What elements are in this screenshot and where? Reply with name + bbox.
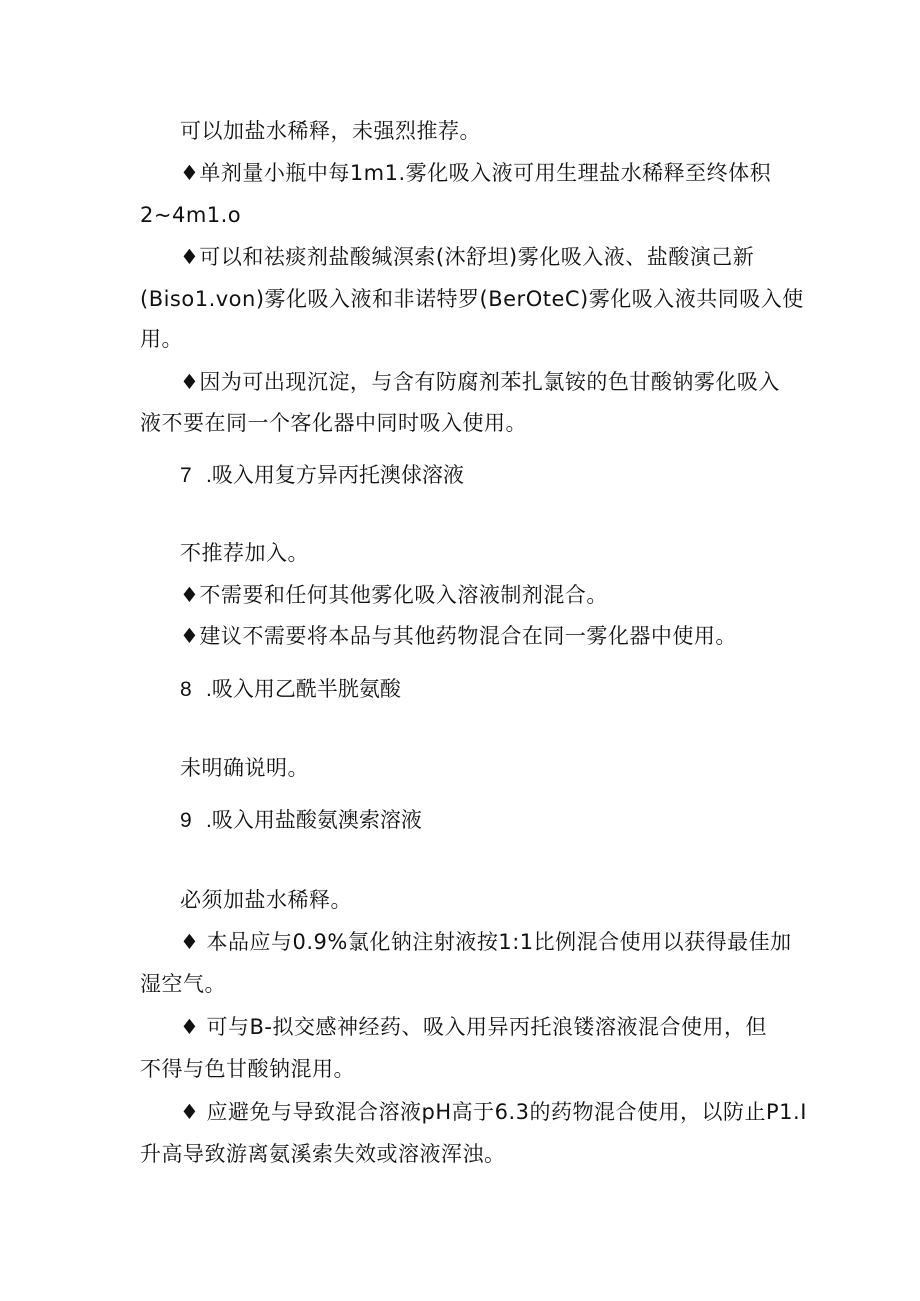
paragraph-line: 可以加盐水稀释，未强烈推荐。 (180, 119, 481, 143)
section-heading-9 (180, 806, 422, 836)
bullet-line: ♦因为可出现沉淀，与含有防腐剂苯扎氯铵的色甘酸钠雾化吸入 (180, 370, 780, 394)
section-number: 7 (180, 464, 192, 487)
paragraph-line: 2~4m1.o (140, 203, 242, 227)
bullet-line: ♦ 可与B-拟交感神经药、吸入用异丙托浪镂溶液混合使用，但 (180, 1015, 767, 1039)
bullet-line: ♦建议不需要将本品与其他药物混合在同一雾化器中使用。 (180, 624, 737, 648)
paragraph-line: 湿空气。 (140, 972, 226, 996)
section-heading-8 (180, 675, 401, 705)
paragraph-line: 用。 (140, 327, 183, 351)
section-title: .吸入用乙酰半胱氨酸 (206, 678, 401, 701)
paragraph-line: 不推荐加入。 (180, 541, 309, 565)
section-number: 8 (180, 678, 192, 701)
paragraph-line: 升高导致游离氨溪索失效或溶液浑浊。 (140, 1142, 506, 1166)
paragraph-line: 液不要在同一个客化器中同时吸入使用。 (140, 411, 527, 435)
section-number: 9 (180, 809, 192, 832)
section-title: .吸入用盐酸氨澳索溶液 (206, 809, 422, 832)
bullet-line: ♦单剂量小瓶中每1m1.雾化吸入液可用生理盐水稀释至终体积 (180, 161, 772, 185)
paragraph-line: (Biso1.von)雾化吸入液和非诺特罗(BerOteC)雾化吸入液共同吸入使 (140, 287, 804, 311)
paragraph-line: 未明确说明。 (180, 756, 309, 780)
paragraph-line: 必须加盐水稀释。 (180, 888, 352, 912)
paragraph-line: 不得与色甘酸钠混用。 (140, 1057, 355, 1081)
bullet-line: ♦可以和祛痰剂盐酸缄溟索(沐舒坦)雾化吸入液、盐酸演己新 (180, 245, 755, 269)
bullet-line: ♦不需要和任何其他雾化吸入溶液制剂混合。 (180, 583, 608, 607)
bullet-line: ♦ 本品应与0.9%氯化钠注射液按1:1比例混合使用以获得最佳加 (180, 930, 792, 954)
bullet-line: ♦ 应避免与导致混合溶液pH高于6.3的药物混合使用，以防止P1.I (180, 1100, 807, 1124)
section-heading-7 (180, 461, 464, 491)
section-title: .吸入用复方异丙托澳俅溶液 (206, 464, 464, 487)
